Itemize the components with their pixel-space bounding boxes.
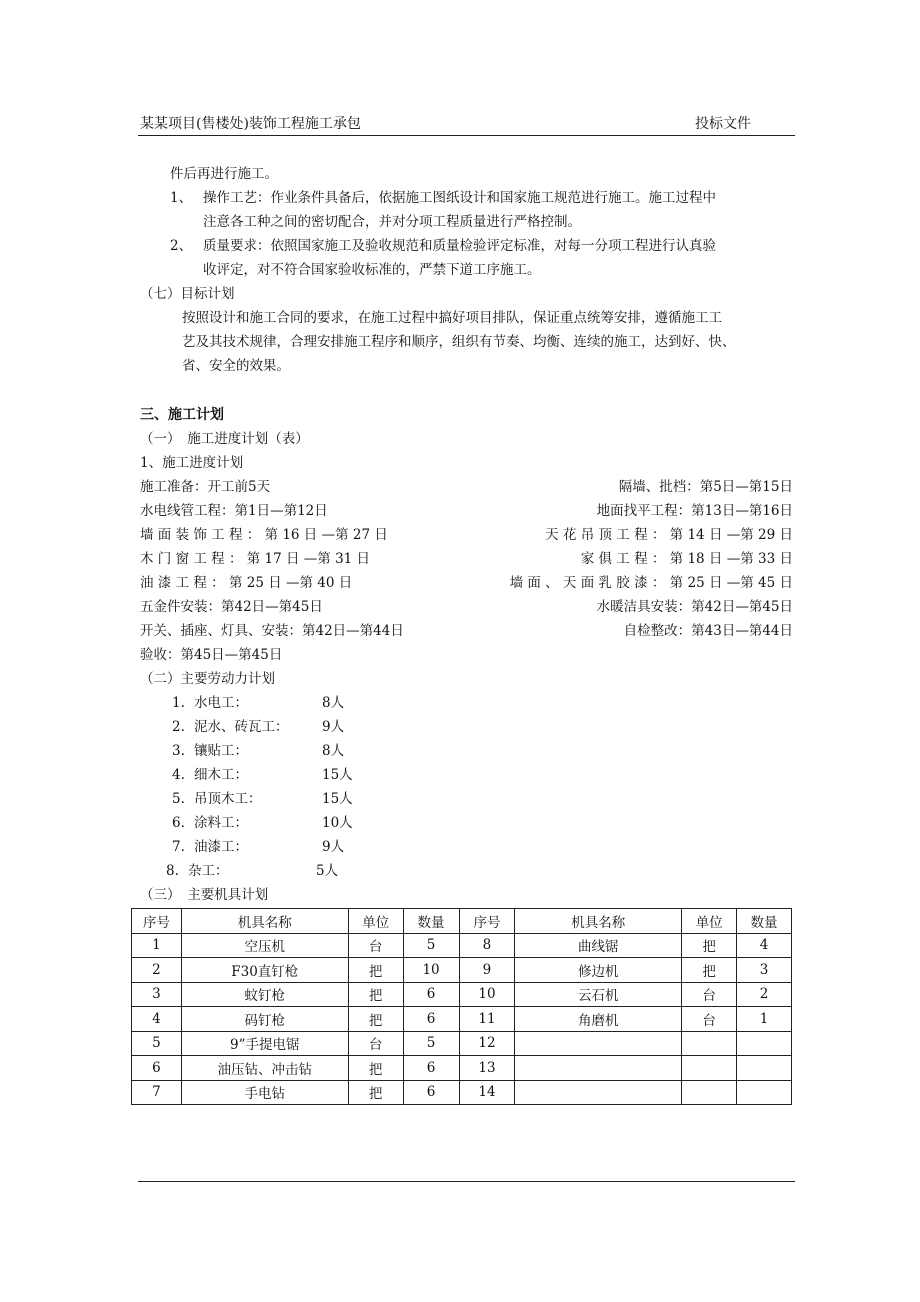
table-cell: 5 (132, 1031, 182, 1056)
header-cell: 单位 (682, 909, 737, 934)
section-title: 三、施工计划 (140, 407, 224, 423)
machine-heading: （三） 主要机具计划 (140, 887, 269, 903)
header-rule (138, 135, 795, 136)
schedule-row (140, 547, 793, 571)
labor-item (166, 859, 338, 883)
labor-role: 镶贴工： (194, 743, 248, 759)
table-cell: 6 (132, 1056, 182, 1081)
table-row (132, 1080, 792, 1105)
table-cell (515, 1056, 682, 1081)
labor-role: 吊顶木工： (194, 791, 262, 807)
target-line-3: 省、安全的效果。 (182, 358, 290, 374)
table-cell: 台 (682, 1007, 737, 1032)
schedule-subheading: （一） 施工进度计划（表） (140, 431, 309, 447)
table-cell: 10 (459, 982, 515, 1007)
labor-number: 7. (172, 839, 185, 855)
schedule-title: 1、施工进度计划 (140, 455, 244, 471)
table-cell (737, 1031, 792, 1056)
table-cell: 4 (737, 933, 792, 958)
table-cell: 手电钻 (181, 1080, 348, 1105)
table-cell: 把 (348, 982, 403, 1007)
item-2-line2: 收评定，对不符合国家验收标准的，严禁下道工序施工。 (203, 262, 541, 278)
table-cell: 11 (459, 1007, 515, 1032)
table-cell: 2 (737, 982, 792, 1007)
schedule-left: 开关、插座、灯具、安装：第42日—第44日 (140, 623, 404, 639)
table-cell: 3 (132, 982, 182, 1007)
target-heading: （七）目标计划 (140, 286, 235, 302)
table-row (132, 933, 792, 958)
labor-role: 涂料工： (194, 815, 248, 831)
table-cell: 空压机 (181, 933, 348, 958)
target-line-2: 艺及其技术规律，合理安排施工程序和顺序，组织有节奏、均衡、连续的施工，达到好、快、 (182, 334, 736, 350)
schedule-left: 木 门 窗 工 程 ： 第 17 日 —第 31 日 (140, 551, 371, 567)
table-cell: 9 (459, 958, 515, 983)
schedule-right: 水暖洁具安装：第42日—第45日 (596, 599, 793, 615)
schedule-row (140, 643, 793, 667)
table-header-row (132, 909, 792, 934)
table-row (132, 982, 792, 1007)
table-cell: 台 (348, 933, 403, 958)
table-cell: 把 (348, 1056, 403, 1081)
header-doc-type: 投标文件 (695, 116, 751, 132)
labor-number: 6. (172, 815, 185, 831)
item-2-line1: 质量要求：依照国家施工及验收规范和质量检验评定标准，对每一分项工程进行认真验 (203, 238, 716, 254)
schedule-left: 墙 面 装 饰 工 程 ： 第 16 日 —第 27 日 (140, 527, 388, 543)
labor-count: 5人 (316, 863, 339, 879)
labor-count: 10人 (322, 815, 353, 831)
table-cell (682, 1080, 737, 1105)
labor-item (172, 835, 344, 859)
schedule-right: 自检整改：第43日—第44日 (623, 623, 793, 639)
table-cell: 云石机 (515, 982, 682, 1007)
table-cell: 6 (403, 1007, 459, 1032)
labor-role: 水电工： (194, 695, 248, 711)
table-cell: 码钉枪 (181, 1007, 348, 1032)
table-cell: 12 (459, 1031, 515, 1056)
schedule-left: 水电线管工程：第1日—第12日 (140, 503, 328, 519)
table-cell: 8 (459, 933, 515, 958)
labor-number: 2. (172, 719, 185, 735)
header-cell: 序号 (459, 909, 515, 934)
labor-count: 8人 (322, 743, 345, 759)
schedule-row (140, 619, 793, 643)
header-title: 某某项目(售楼处)装饰工程施工承包 (140, 116, 361, 132)
header-cell: 数量 (403, 909, 459, 934)
schedule-row (140, 523, 793, 547)
intro-line: 件后再进行施工。 (170, 166, 278, 182)
labor-count: 9人 (322, 719, 345, 735)
header-cell: 机具名称 (181, 909, 348, 934)
labor-number: 3. (172, 743, 185, 759)
schedule-right: 隔墙、批档：第5日—第15日 (618, 479, 793, 495)
labor-count: 9人 (322, 839, 345, 855)
labor-count: 15人 (322, 791, 353, 807)
schedule-row (140, 475, 793, 499)
table-row (132, 958, 792, 983)
schedule-row (140, 571, 793, 595)
labor-count: 15人 (322, 767, 353, 783)
table-cell: 把 (348, 1080, 403, 1105)
table-cell (682, 1031, 737, 1056)
labor-item (172, 739, 344, 763)
table-cell: F30直钉枪 (181, 958, 348, 983)
table-cell (737, 1056, 792, 1081)
labor-role: 细木工： (194, 767, 248, 783)
footer-rule (138, 1181, 795, 1182)
item-1-number: 1、 (170, 190, 193, 206)
table-cell (515, 1031, 682, 1056)
labor-role: 杂工： (188, 863, 229, 879)
header-cell: 序号 (132, 909, 182, 934)
labor-count: 8人 (322, 695, 345, 711)
labor-item (172, 811, 353, 835)
header-cell: 单位 (348, 909, 403, 934)
labor-item (172, 715, 344, 739)
table-cell: 角磨机 (515, 1007, 682, 1032)
labor-number: 1. (172, 695, 185, 711)
table-cell: 3 (737, 958, 792, 983)
schedule-left: 油 漆 工 程 ： 第 25 日 —第 40 日 (140, 575, 353, 591)
table-cell: 把 (682, 933, 737, 958)
item-2-number: 2、 (170, 238, 193, 254)
table-cell: 油压钻、冲击钻 (181, 1056, 348, 1081)
table-cell: 6 (403, 982, 459, 1007)
schedule-left: 五金件安装：第42日—第45日 (140, 599, 323, 615)
table-cell: 1 (737, 1007, 792, 1032)
schedule-left: 验收：第45日—第45日 (140, 647, 283, 663)
table-row (132, 1056, 792, 1081)
schedule-left: 施工准备：开工前5天 (140, 479, 271, 495)
table-cell: 2 (132, 958, 182, 983)
schedule-right: 天 花 吊 顶 工 程 ： 第 14 日 —第 29 日 (545, 527, 793, 543)
table-cell: 台 (348, 1031, 403, 1056)
table-cell: 9”手提电锯 (181, 1031, 348, 1056)
labor-heading: （二）主要劳动力计划 (140, 671, 275, 687)
labor-number: 4. (172, 767, 185, 783)
schedule-row (140, 595, 793, 619)
table-cell (682, 1056, 737, 1081)
table-cell: 1 (132, 933, 182, 958)
table-row (132, 1007, 792, 1032)
table-cell (737, 1080, 792, 1105)
table-cell: 6 (403, 1080, 459, 1105)
table-cell: 曲线锯 (515, 933, 682, 958)
labor-item (172, 787, 353, 811)
labor-role: 油漆工： (194, 839, 248, 855)
header-cell: 数量 (737, 909, 792, 934)
labor-item (172, 763, 353, 787)
labor-number: 8. (166, 863, 179, 879)
table-cell: 5 (403, 933, 459, 958)
target-line-1: 按照设计和施工合同的要求，在施工过程中搞好项目排队，保证重点统筹安排，遵循施工工 (182, 310, 722, 326)
labor-number: 5. (172, 791, 185, 807)
schedule-right: 墙 面 、 天 面 乳 胶 漆 ： 第 25 日 —第 45 日 (509, 575, 793, 591)
table-cell: 7 (132, 1080, 182, 1105)
labor-item (172, 691, 344, 715)
table-cell: 14 (459, 1080, 515, 1105)
schedule-right: 地面找平工程：第13日—第16日 (596, 503, 793, 519)
table-cell: 修边机 (515, 958, 682, 983)
machine-table (131, 908, 792, 1105)
table-cell: 把 (682, 958, 737, 983)
table-cell: 台 (682, 982, 737, 1007)
item-1-line1: 操作工艺：作业条件具备后，依据施工图纸设计和国家施工规范进行施工。施工过程中 (203, 190, 716, 206)
schedule-right: 家 俱 工 程 ： 第 18 日 —第 33 日 (580, 551, 793, 567)
table-cell: 5 (403, 1031, 459, 1056)
table-cell: 13 (459, 1056, 515, 1081)
table-row (132, 1031, 792, 1056)
table-cell: 4 (132, 1007, 182, 1032)
table-cell: 把 (348, 1007, 403, 1032)
table-cell: 6 (403, 1056, 459, 1081)
table-cell: 10 (403, 958, 459, 983)
schedule-row (140, 499, 793, 523)
table-cell (515, 1080, 682, 1105)
header-cell: 机具名称 (515, 909, 682, 934)
table-cell: 蚊钉枪 (181, 982, 348, 1007)
labor-role: 泥水、砖瓦工： (194, 719, 289, 735)
item-1-line2: 注意各工种之间的密切配合，并对分项工程质量进行严格控制。 (203, 214, 581, 230)
table-cell: 把 (348, 958, 403, 983)
